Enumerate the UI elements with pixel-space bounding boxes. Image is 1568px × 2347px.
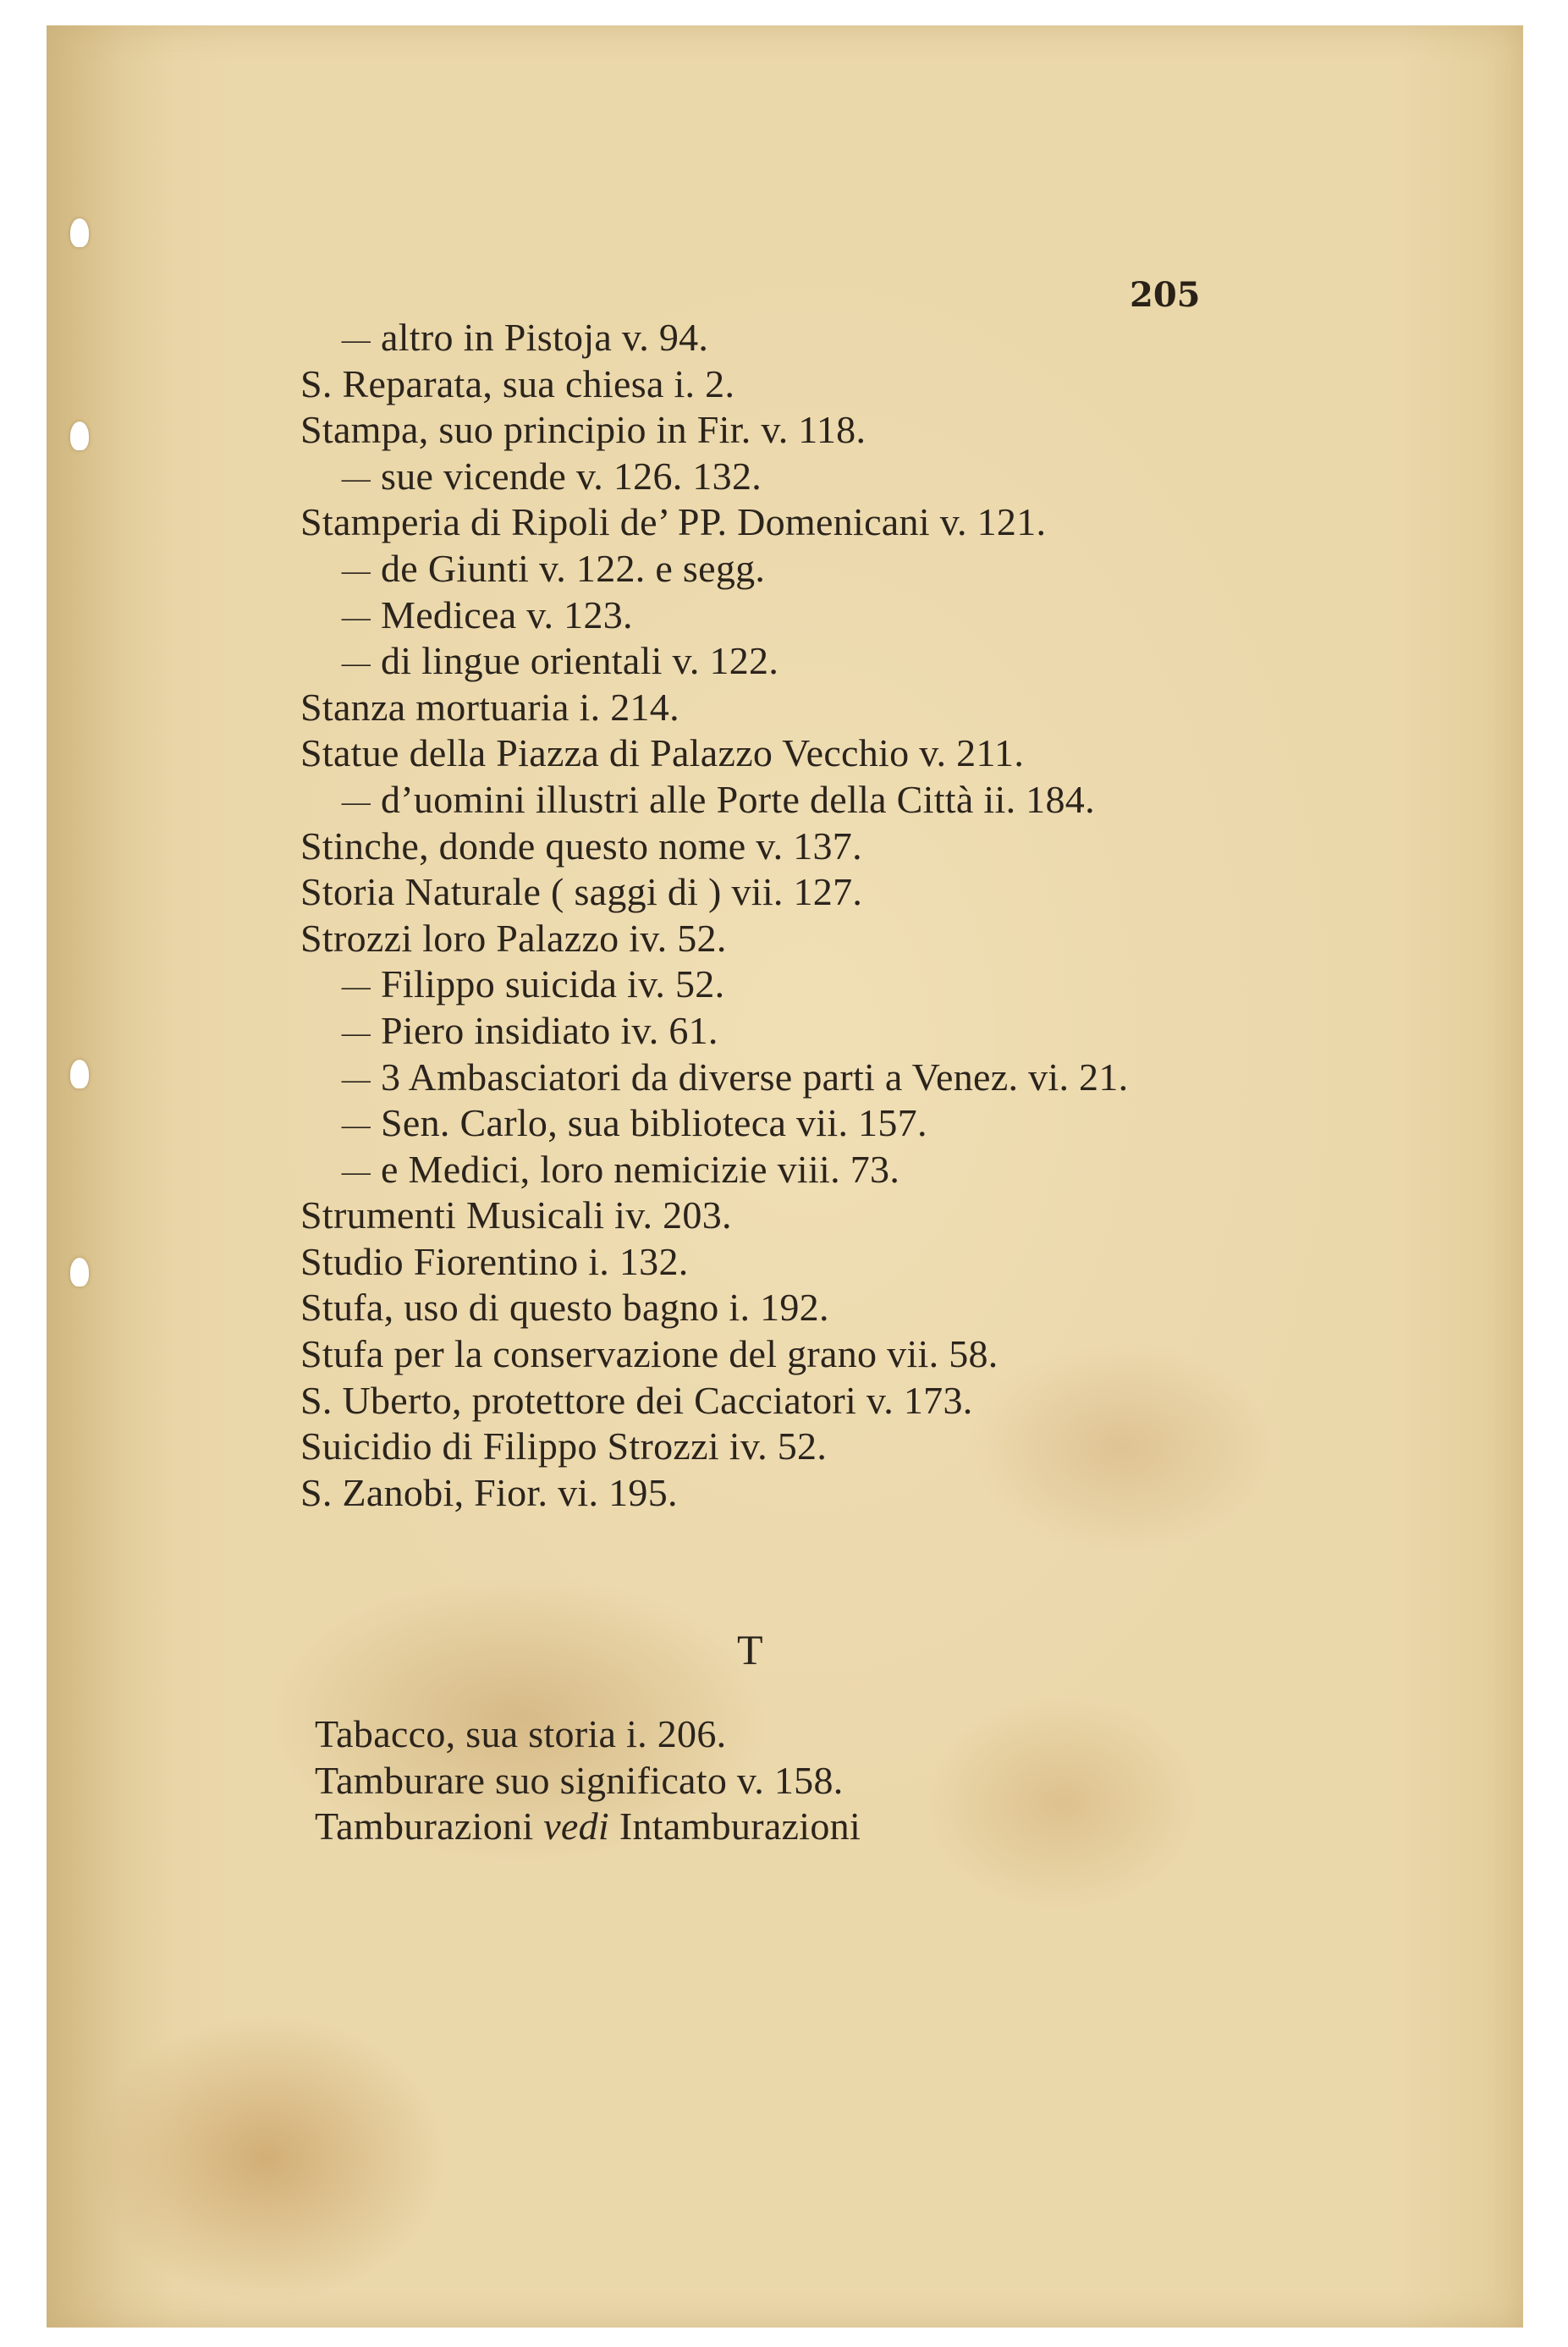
index-entry: Strumenti Musicali iv. 203. [300,1193,732,1237]
index-entries-t [315,1711,1288,1850]
binding-hole [70,218,89,247]
index-entry: Stanza mortuaria i. 214. [300,685,679,729]
index-entry: S. Reparata, sua chiesa i. 2. [300,361,735,405]
index-entries-s [300,315,1274,1516]
section-letter: T [737,1626,763,1673]
index-subentry: — Piero insidiato iv. 61. [300,1008,1274,1055]
binding-hole [70,421,89,450]
binding-edge [47,25,173,2328]
index-entry: Stamperia di Ripoli de’ PP. Domenicani v. 121. [300,500,1047,544]
index-subentry: — altro in Pistoja v. 94. [300,315,1274,361]
index-entry: Strozzi loro Palazzo iv. 52. [300,916,727,960]
index-entry: Stufa per la conservazione del grano vii. 58. [300,1332,999,1376]
index-entry: S. Uberto, protettore dei Cacciatori v. 173. [300,1378,973,1422]
index-entry: Statue della Piazza di Palazzo Vecchio v. 211. [300,731,1025,775]
index-entry: Suicidio di Filippo Strozzi iv. 52. [300,1424,828,1468]
index-entry: Stampa, suo principio in Fir. v. 118. [300,408,867,452]
index-subentry: — 3 Ambasciatori da diverse parti a Venez. vi. 21. [300,1055,1274,1101]
index-subentry: — Medicea v. 123. [300,592,1274,639]
index-subentry: — de Giunti v. 122. e segg. [300,546,1274,592]
index-subentry: — sue vicende v. 126. 132. [300,454,1274,500]
index-entry: Tabacco, sua storia i. 206. [315,1712,727,1755]
cross-reference-target: Intamburazioni [609,1804,861,1848]
binding-hole [70,1060,89,1088]
page-number: 205 [1130,275,1201,315]
entry-term: Tamburazioni [315,1804,544,1848]
binding-hole [70,1258,89,1286]
index-entry: Stufa, uso di questo bagno i. 192. [300,1286,829,1330]
index-subentry: — Filippo suicida iv. 52. [300,961,1274,1008]
index-subentry: — e Medici, loro nemicizie viii. 73. [300,1147,1274,1193]
cross-reference-word: vedi [543,1804,610,1848]
index-entry: S. Zanobi, Fior. vi. 195. [300,1470,678,1514]
index-subentry: — Sen. Carlo, sua biblioteca vii. 157. [300,1100,1274,1147]
index-entry: Tamburare suo significato v. 158. [315,1758,844,1802]
index-subentry: — d’uomini illustri alle Porte della Città ii. 184. [300,777,1274,824]
index-entry: Storia Naturale ( saggi di ) vii. 127. [300,870,863,914]
index-subentry: — di lingue orientali v. 122. [300,638,1274,685]
index-entry: Studio Fiorentino i. 132. [300,1239,689,1283]
index-entry [315,1804,1288,1850]
index-entry: Stinche, donde questo nome v. 137. [300,824,862,868]
